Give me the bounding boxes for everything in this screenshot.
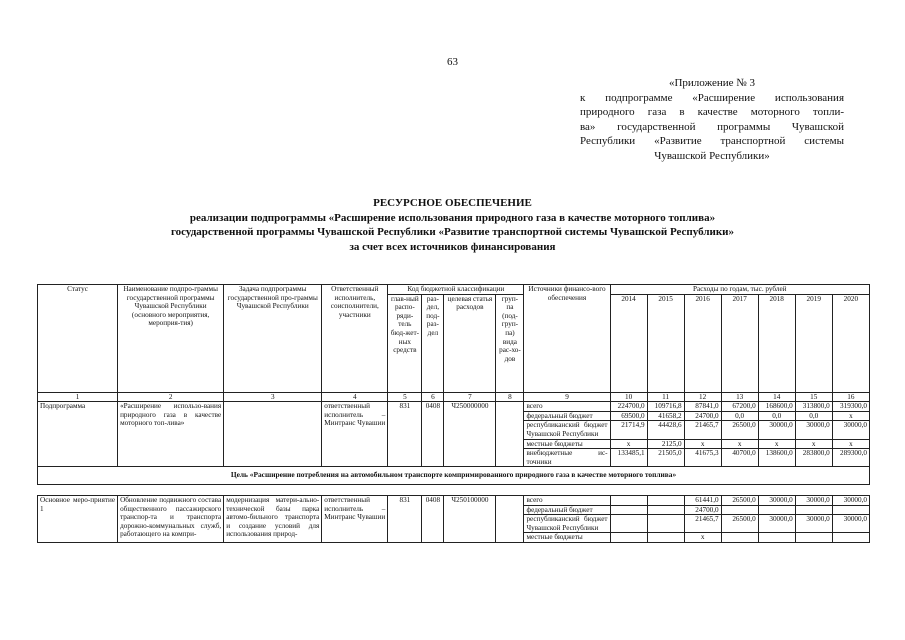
- value-cell: х: [832, 439, 869, 449]
- column-number: 6: [422, 392, 444, 402]
- table-row: [38, 495, 870, 505]
- value-cell: х: [758, 439, 795, 449]
- column-number: 11: [647, 392, 684, 402]
- row-code-rz: 0408: [422, 402, 444, 467]
- value-cell: 87841,0: [684, 402, 721, 412]
- header-code-vr: груп-па (под-груп-па) вида рас-хо-дов: [496, 294, 524, 392]
- value-cell: [610, 495, 647, 505]
- header-code-group: Код бюджетной классификации: [388, 285, 524, 295]
- column-number: 1: [38, 392, 118, 402]
- header-code-gr: глав-ный распо-ряди-тель бюд-жет-ных средств: [388, 294, 422, 392]
- value-cell: 30000,0: [832, 495, 869, 505]
- value-cell: [647, 515, 684, 533]
- value-cell: 26500,0: [721, 515, 758, 533]
- column-number: 13: [721, 392, 758, 402]
- row-name: «Расширение использо-вания природного газа в качестве моторного топ-лива»: [118, 402, 224, 467]
- header-task: Задача подпрограммы государственной про-граммы Чувашской Республики: [224, 285, 322, 393]
- value-cell: х: [795, 439, 832, 449]
- value-cell: [721, 533, 758, 543]
- value-cell: 0,0: [758, 411, 795, 421]
- header-row: [38, 285, 870, 295]
- appendix-line: Республики «Развитие транспортной системы: [580, 135, 844, 148]
- value-cell: 21465,7: [684, 421, 721, 439]
- value-cell: [647, 505, 684, 515]
- value-cell: 133485,1: [610, 449, 647, 467]
- source-cell: внебюджетные ис-точники: [524, 449, 610, 467]
- goal-text: Цель «Расширение потребления на автомобильном транспорте компримированного природного газа в качестве моторного топлива»: [38, 467, 870, 485]
- page-number: 63: [447, 56, 458, 68]
- value-cell: 30000,0: [795, 495, 832, 505]
- source-cell: всего: [524, 402, 610, 412]
- value-cell: 168600,0: [758, 402, 795, 412]
- value-cell: 41658,2: [647, 411, 684, 421]
- value-cell: 313800,0: [795, 402, 832, 412]
- source-cell: республиканский бюджет Чувашской Республики: [524, 515, 610, 533]
- value-cell: х: [610, 439, 647, 449]
- value-cell: х: [832, 411, 869, 421]
- header-year: 2020: [832, 294, 869, 392]
- column-number: 7: [444, 392, 496, 402]
- spacer-cell: [38, 484, 870, 495]
- value-cell: 24700,0: [684, 505, 721, 515]
- value-cell: 30000,0: [795, 421, 832, 439]
- value-cell: 30000,0: [758, 421, 795, 439]
- appendix-line: ва» государственной программы Чувашской: [580, 120, 844, 133]
- value-cell: х: [721, 439, 758, 449]
- row-responsible: ответственный исполнитель – Минтранс Чувашии: [322, 402, 388, 467]
- column-number: 2: [118, 392, 224, 402]
- header-year: 2018: [758, 294, 795, 392]
- column-number: 12: [684, 392, 721, 402]
- row-code-cs: Ч250000000: [444, 402, 496, 467]
- row-name: Обновление подвижного состава общественного пассажирского транспор-та и транспорта дорожно-коммунальных служб, работающего на компри-: [118, 495, 224, 542]
- column-number: 10: [610, 392, 647, 402]
- row-code-gr: 831: [388, 402, 422, 467]
- source-cell: местные бюджеты: [524, 533, 610, 543]
- value-cell: 30000,0: [795, 515, 832, 533]
- value-cell: [832, 505, 869, 515]
- value-cell: [647, 533, 684, 543]
- value-cell: 21714,9: [610, 421, 647, 439]
- column-number-row: [38, 392, 870, 402]
- value-cell: [610, 533, 647, 543]
- header-code-cs: целевая статья расходов: [444, 294, 496, 392]
- column-number: 14: [758, 392, 795, 402]
- value-cell: [610, 505, 647, 515]
- header-year: 2017: [721, 294, 758, 392]
- header-year: 2019: [795, 294, 832, 392]
- header-name: Наименование подпро-граммы государственной программы Чувашской Республики (основного мероприятия, мероприя-тия): [118, 285, 224, 393]
- column-number: 4: [322, 392, 388, 402]
- header-year: 2016: [684, 294, 721, 392]
- value-cell: [610, 515, 647, 533]
- value-cell: [758, 533, 795, 543]
- appendix-line: к подпрограмме «Расширение использования: [580, 91, 844, 104]
- value-cell: 283800,0: [795, 449, 832, 467]
- value-cell: [795, 533, 832, 543]
- value-cell: 0,0: [795, 411, 832, 421]
- table-row: [38, 402, 870, 412]
- value-cell: 26500,0: [721, 421, 758, 439]
- header-year: 2014: [610, 294, 647, 392]
- header-year: 2015: [647, 294, 684, 392]
- row-task: модернизация матери-ально-технической базы парка автомо-бильного транспорта и создание условий для использования природ-: [224, 495, 322, 542]
- title-line: за счет всех источников финансирования: [349, 240, 556, 253]
- value-cell: 21505,0: [647, 449, 684, 467]
- column-number: 3: [224, 392, 322, 402]
- source-cell: федеральный бюджет: [524, 411, 610, 421]
- row-code-gr: 831: [388, 495, 422, 542]
- value-cell: 224700,0: [610, 402, 647, 412]
- value-cell: 40700,0: [721, 449, 758, 467]
- value-cell: 44428,6: [647, 421, 684, 439]
- resource-table: [37, 284, 870, 543]
- value-cell: [832, 533, 869, 543]
- value-cell: [647, 495, 684, 505]
- value-cell: [795, 505, 832, 515]
- column-number: 15: [795, 392, 832, 402]
- value-cell: х: [684, 533, 721, 543]
- row-status: Основное меро-приятие 1: [38, 495, 118, 542]
- source-cell: всего: [524, 495, 610, 505]
- appendix-note: [580, 76, 844, 164]
- header-expenses: Расходы по годам, тыс. рублей: [610, 285, 869, 295]
- appendix-line: Чувашской Республики»: [654, 149, 770, 162]
- appendix-line: «Приложение № 3: [668, 77, 756, 89]
- value-cell: 319300,0: [832, 402, 869, 412]
- column-number: 8: [496, 392, 524, 402]
- value-cell: 21465,7: [684, 515, 721, 533]
- value-cell: [721, 505, 758, 515]
- value-cell: 138600,0: [758, 449, 795, 467]
- header-status: Статус: [38, 285, 118, 393]
- row-task: [224, 402, 322, 467]
- appendix-line: природного газа в качестве моторного топли-: [580, 106, 844, 119]
- row-code-vr: [496, 402, 524, 467]
- source-cell: федеральный бюджет: [524, 505, 610, 515]
- title-line: РЕСУРСНОЕ ОБЕСПЕЧЕНИЕ: [373, 197, 532, 209]
- value-cell: 41675,3: [684, 449, 721, 467]
- spacer-row: [38, 484, 870, 495]
- value-cell: 26500,0: [721, 495, 758, 505]
- source-cell: местные бюджеты: [524, 439, 610, 449]
- header-code-rz: раз-дел, под-раз-дел: [422, 294, 444, 392]
- row-code-rz: 0408: [422, 495, 444, 542]
- row-code-cs: Ч250100000: [444, 495, 496, 542]
- column-number: 16: [832, 392, 869, 402]
- value-cell: 24700,0: [684, 411, 721, 421]
- document-title: [0, 196, 905, 254]
- value-cell: 69500,0: [610, 411, 647, 421]
- source-cell: республиканский бюджет Чувашской Республики: [524, 421, 610, 439]
- row-responsible: ответственный исполнитель – Минтранс Чувашии: [322, 495, 388, 542]
- value-cell: 0,0: [721, 411, 758, 421]
- value-cell: 30000,0: [758, 515, 795, 533]
- row-status: Подпрограмма: [38, 402, 118, 467]
- goal-row: [38, 467, 870, 485]
- header-responsible: Ответственный исполнитель, соисполнители, участники: [322, 285, 388, 393]
- row-code-vr: [496, 495, 524, 542]
- value-cell: 30000,0: [832, 421, 869, 439]
- value-cell: 289300,0: [832, 449, 869, 467]
- value-cell: 30000,0: [758, 495, 795, 505]
- title-line: государственной программы Чувашской Республики «Развитие транспортной системы Чувашской Республики»: [170, 226, 735, 238]
- value-cell: 30000,0: [832, 515, 869, 533]
- value-cell: 61441,0: [684, 495, 721, 505]
- value-cell: 109716,8: [647, 402, 684, 412]
- header-source: Источники финансо-вого обеспечения: [524, 285, 610, 393]
- title-line: реализации подпрограммы «Расширение использования природного газа в качестве моторного топлива»: [189, 211, 716, 224]
- value-cell: [758, 505, 795, 515]
- value-cell: 2125,0: [647, 439, 684, 449]
- value-cell: х: [684, 439, 721, 449]
- value-cell: 67200,0: [721, 402, 758, 412]
- column-number: 5: [388, 392, 422, 402]
- column-number: 9: [524, 392, 610, 402]
